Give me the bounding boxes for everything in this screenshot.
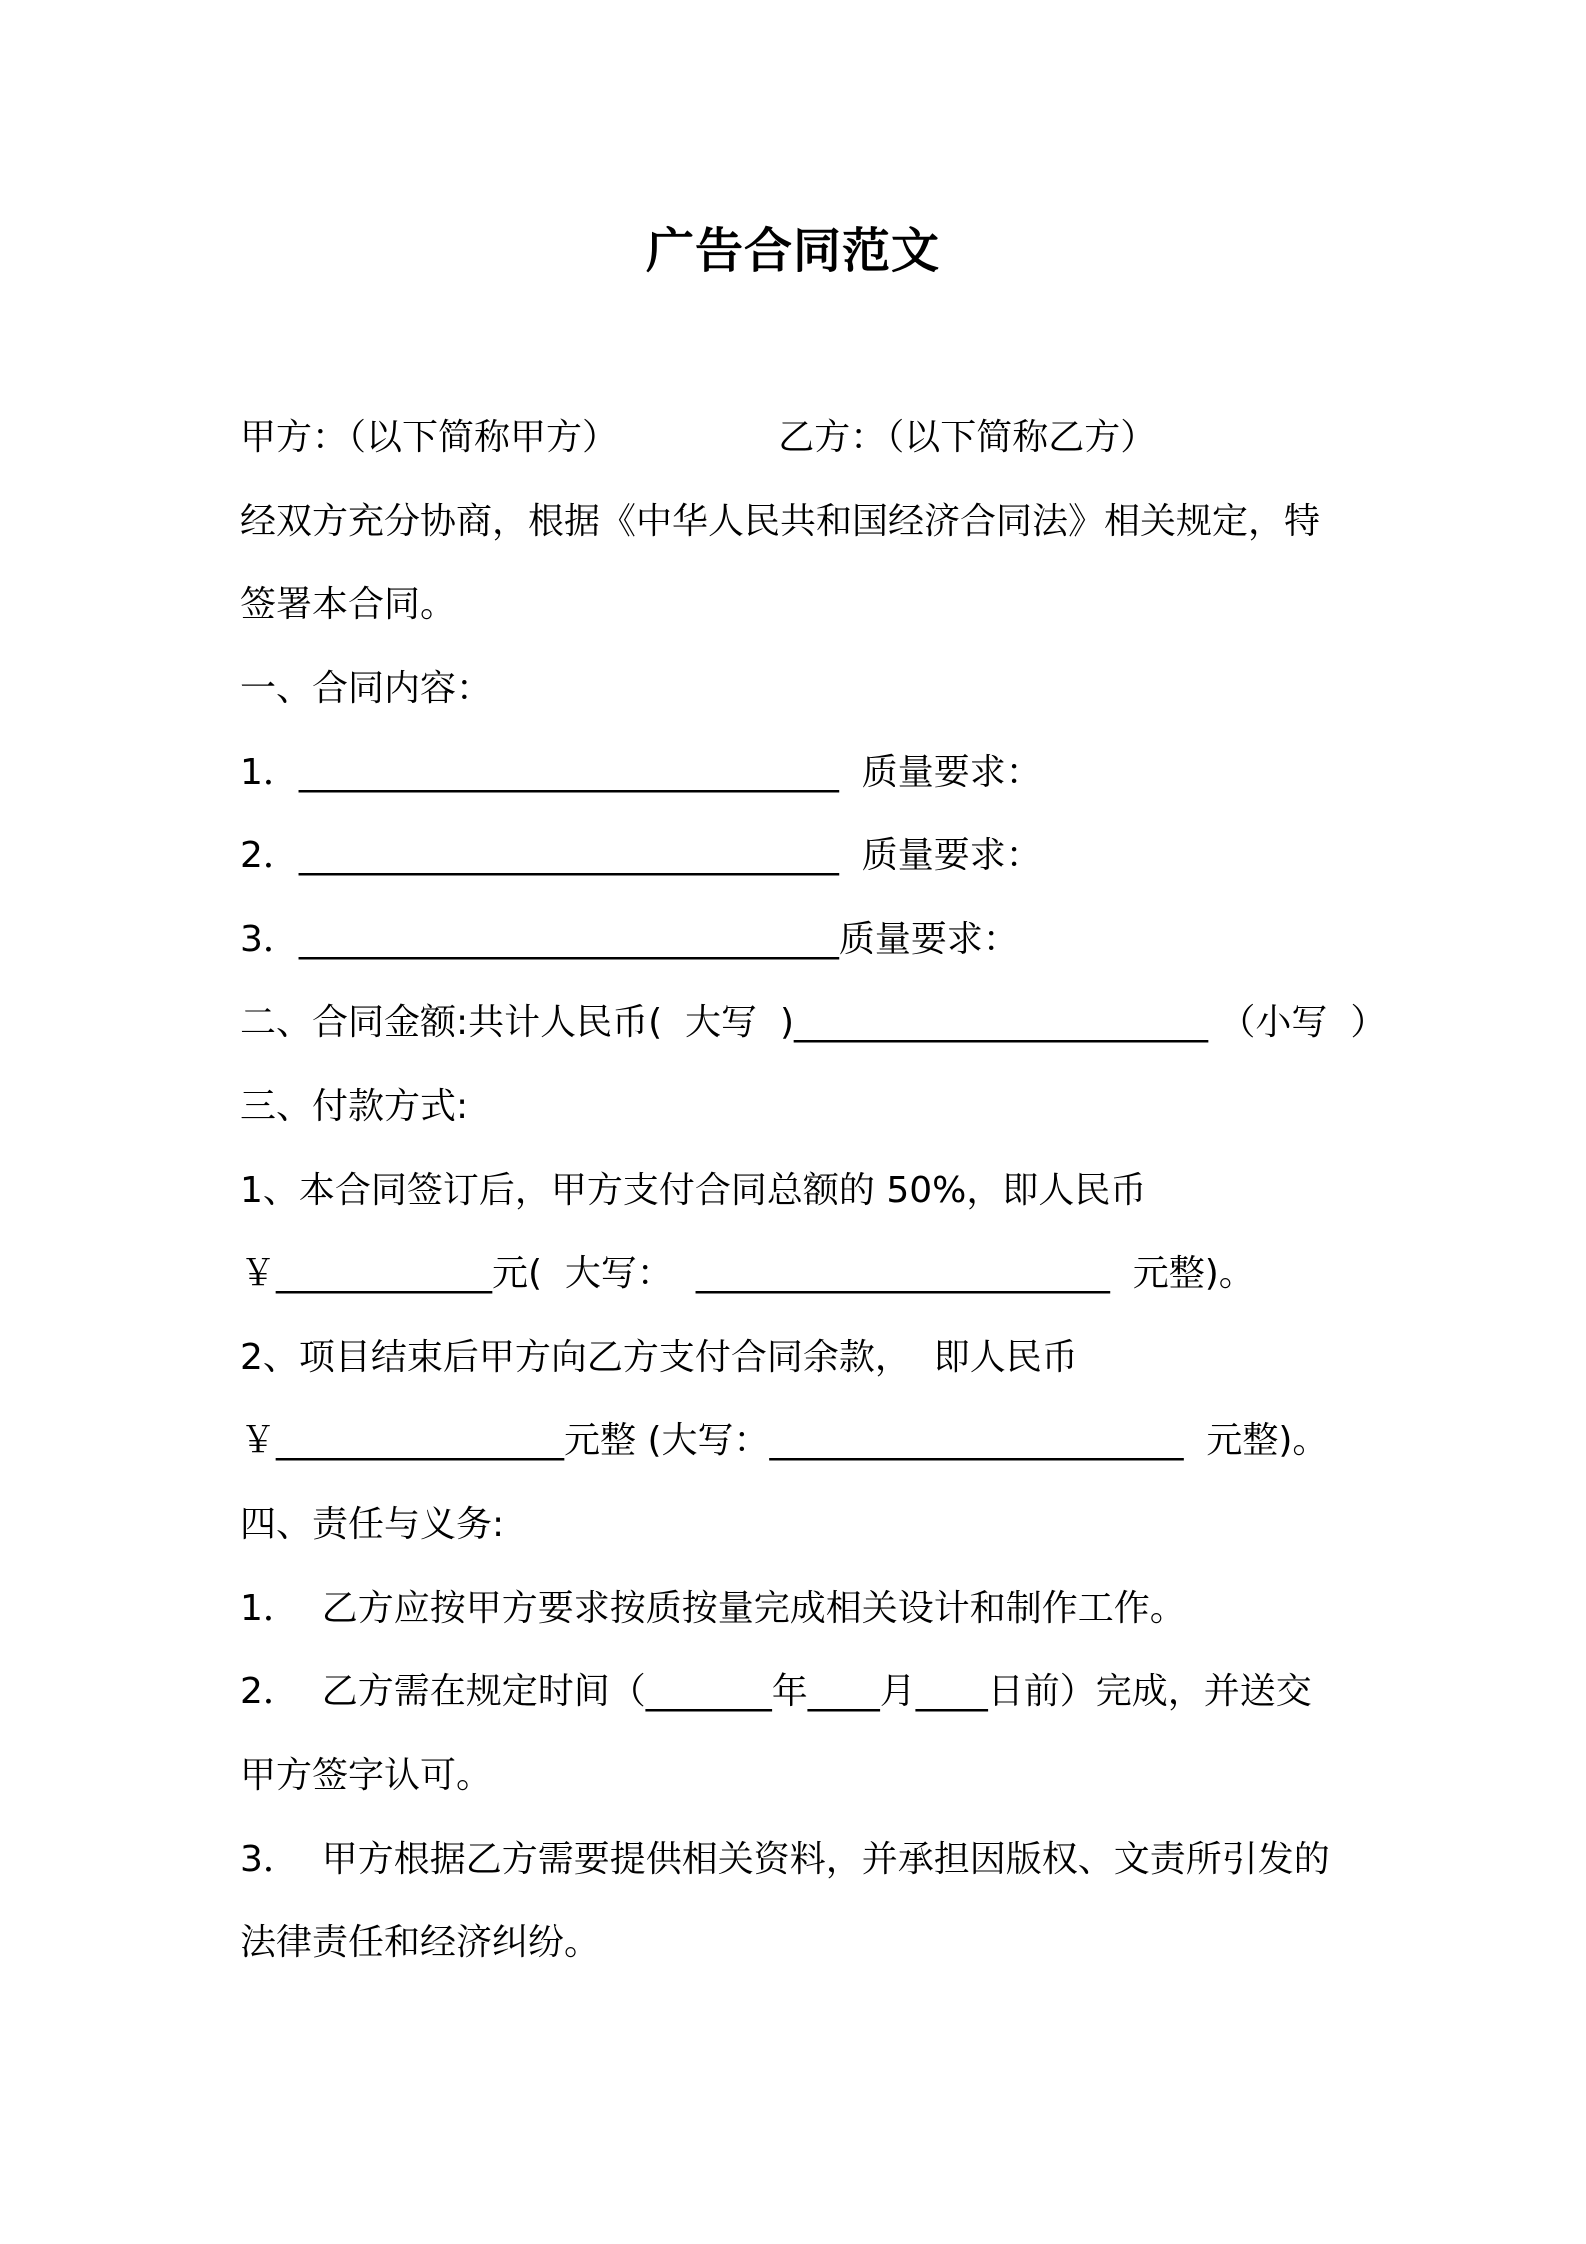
payment-item-2-amount: ￥________________元整 (大写：_______________________ 元整)。: [240, 1420, 1329, 1461]
content-item-1: 1．______________________________ 质量要求：: [240, 752, 1042, 793]
payment-item-1: 1、本合同签订后，甲方支付合同总额的 50%，即人民币: [240, 1170, 1147, 1211]
payment-item-1-amount: ￥____________元( 大写： _______________________ 元整)。: [240, 1253, 1255, 1294]
duty-item-3: 3． 甲方根据乙方需要提供相关资料，并承担因版权、文责所引发的: [240, 1839, 1330, 1880]
section-1-heading: 一、合同内容：: [240, 668, 493, 709]
content-item-2: 2．______________________________ 质量要求：: [240, 835, 1042, 876]
duty-item-2: 2． 乙方需在规定时间（_______年____月____日前）完成，并送交: [240, 1671, 1312, 1712]
duty-item-1: 1． 乙方应按甲方要求按质按量完成相关设计和制作工作。: [240, 1588, 1186, 1629]
preamble-line-2: 签署本合同。: [240, 584, 457, 625]
document-title: 广告合同范文: [645, 223, 940, 279]
section-4-heading: 四、责任与义务:: [240, 1504, 505, 1545]
parties-line: 甲方：（以下简称甲方） 乙方：（以下简称乙方）: [240, 417, 1157, 458]
duty-item-2-cont: 甲方签字认可。: [240, 1755, 493, 1796]
preamble-line-1: 经双方充分协商，根据《中华人民共和国经济合同法》相关规定，特: [240, 501, 1321, 542]
duty-item-3-cont: 法律责任和经济纠纷。: [240, 1922, 601, 1963]
content-item-3: 3．______________________________质量要求：: [240, 919, 1019, 960]
section-2-amount: 二、合同金额:共计人民币( 大写 )_______________________ （小写 ）: [240, 1002, 1387, 1043]
section-3-heading: 三、付款方式:: [240, 1086, 469, 1127]
payment-item-2: 2、项目结束后甲方向乙方支付合同余款， 即人民币: [240, 1337, 1078, 1378]
